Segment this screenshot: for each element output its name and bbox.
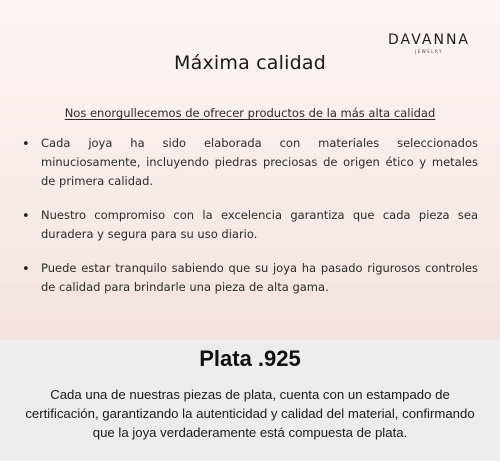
- bullet-text: Puede estar tranquilo sabiendo que su joya ha pasado rigurosos controles de calidad para brindarle una pieza de alta gama.: [41, 261, 478, 294]
- quality-bullet-list: [18, 134, 478, 312]
- brand-tagline: JEWELRY: [415, 49, 443, 54]
- bullet-dot-icon: •: [22, 209, 30, 224]
- brand-name: DAVANNA: [388, 32, 470, 48]
- silver-panel: [0, 340, 500, 461]
- quality-subtitle: Nos enorgullecemos de ofrecer productos de la más alta calidad: [64, 106, 436, 120]
- brand-logo: [388, 32, 470, 54]
- bullet-item: [18, 259, 478, 297]
- bullet-item: [18, 134, 478, 191]
- bullet-item: [18, 206, 478, 244]
- bullet-dot-icon: •: [22, 137, 30, 152]
- bullet-dot-icon: •: [22, 262, 30, 277]
- silver-title: Plata .925: [199, 346, 301, 371]
- quality-title: Máxima calidad: [174, 52, 326, 74]
- bullet-text: Cada joya ha sido elaborada con materiales seleccionados minuciosamente, incluyendo piedras preciosas de origen ético y metales de primera calidad.: [41, 136, 478, 188]
- silver-description: Cada una de nuestras piezas de plata, cuenta con un estampado de certificación, garantizando la autenticidad y calidad del material, confirmando que la joya verdaderamente está compuesta de plata.: [25, 387, 475, 440]
- bullet-text: Nuestro compromiso con la excelencia garantiza que cada pieza sea duradera y segura para su uso diario.: [41, 208, 478, 241]
